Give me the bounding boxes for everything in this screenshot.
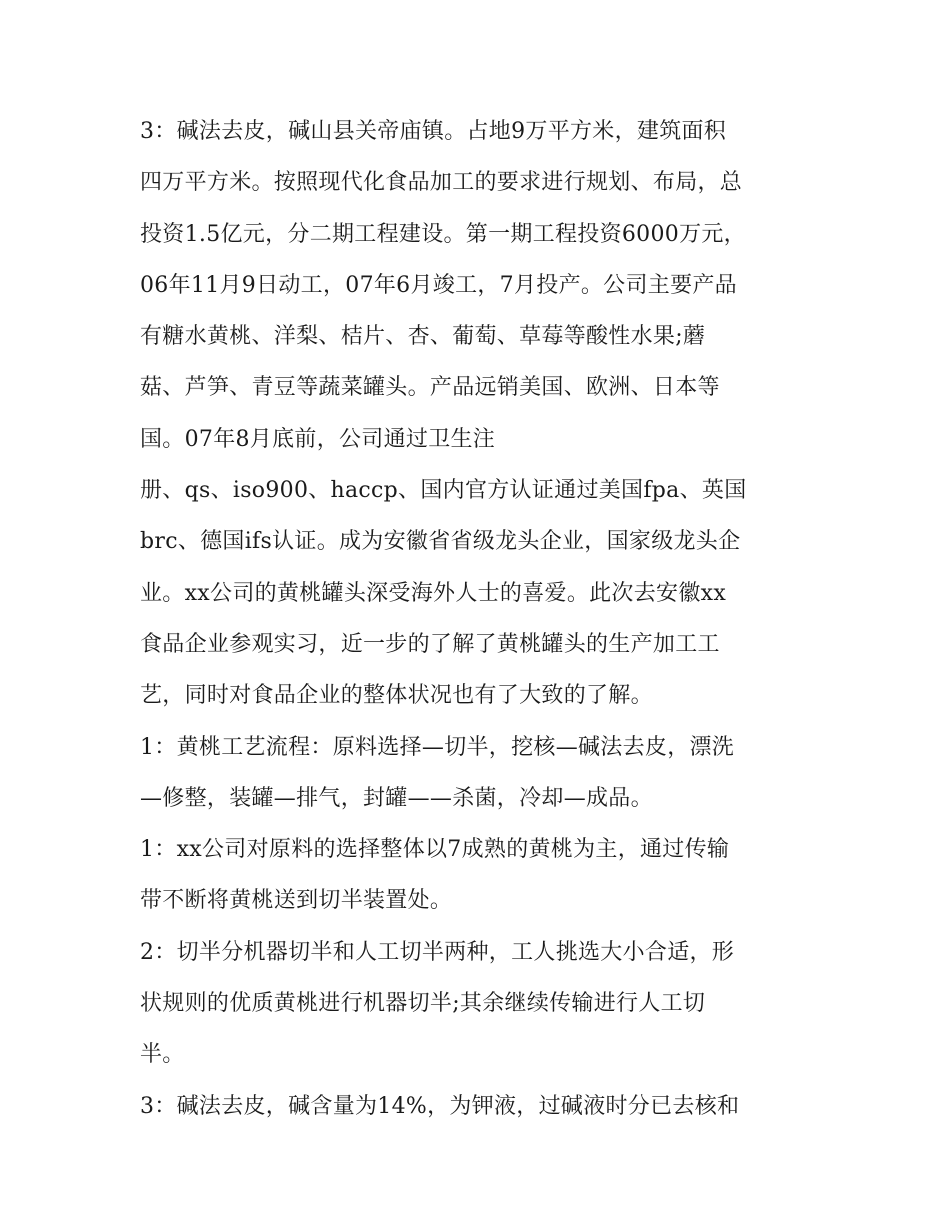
text-line: 06年11月9日动工，07年6月竣工，7月投产。公司主要产品 xyxy=(140,272,737,298)
text-line: 有糖水黄桃、洋梨、桔片、杏、葡萄、草莓等酸性水果;蘑 xyxy=(140,324,706,350)
text-line: 2：切半分机器切半和人工切半两种，工人挑选大小合适，形 xyxy=(140,939,735,965)
text-line: 四万平方米。按照现代化食品加工的要求进行规划、布局，总 xyxy=(140,170,743,196)
text-line: 半。 xyxy=(140,1042,185,1068)
text-line: 状规则的优质黄桃进行机器切半;其余继续传输进行人工切 xyxy=(140,991,706,1017)
text-line: 业。xx公司的黄桃罐头深受海外人士的喜爱。此次去安徽xx xyxy=(140,580,727,606)
text-line: 1：黄桃工艺流程：原料选择—切半，挖核—碱法去皮，漂洗 xyxy=(140,734,735,760)
text-line: 1：xx公司对原料的选择整体以7成熟的黄桃为主，通过传输 xyxy=(140,837,730,863)
text-line: 国。07年8月底前，公司通过卫生注 xyxy=(140,426,496,452)
text-line: —修整，装罐—排气，封罐——杀菌，冷却—成品。 xyxy=(140,785,653,811)
text-line: brc、德国ifs认证。成为安徽省省级龙头企业，国家级龙头企 xyxy=(140,529,741,555)
body-text xyxy=(140,106,820,1132)
text-line: 食品企业参观实习，近一步的了解了黄桃罐头的生产加工工 xyxy=(140,631,720,657)
text-line: 3：碱法去皮，碱含量为14%，为钾液，过碱液时分已去核和 xyxy=(140,1093,740,1119)
text-line: 投资1.5亿元，分二期工程建设。第一期工程投资6000万元， xyxy=(140,221,746,247)
text-line: 带不断将黄桃送到切半装置处。 xyxy=(140,888,453,914)
text-line: 册、qs、iso900、haccp、国内官方认证通过美国fpa、英国 xyxy=(140,478,747,504)
text-line: 艺，同时对食品企业的整体状况也有了大致的了解。 xyxy=(140,683,653,709)
text-line: 3：碱法去皮，碱山县关帝庙镇。占地9万平方米，建筑面积 xyxy=(140,119,727,144)
text-line: 菇、芦笋、青豆等蔬菜罐头。产品远销美国、欧洲、日本等 xyxy=(140,375,720,401)
